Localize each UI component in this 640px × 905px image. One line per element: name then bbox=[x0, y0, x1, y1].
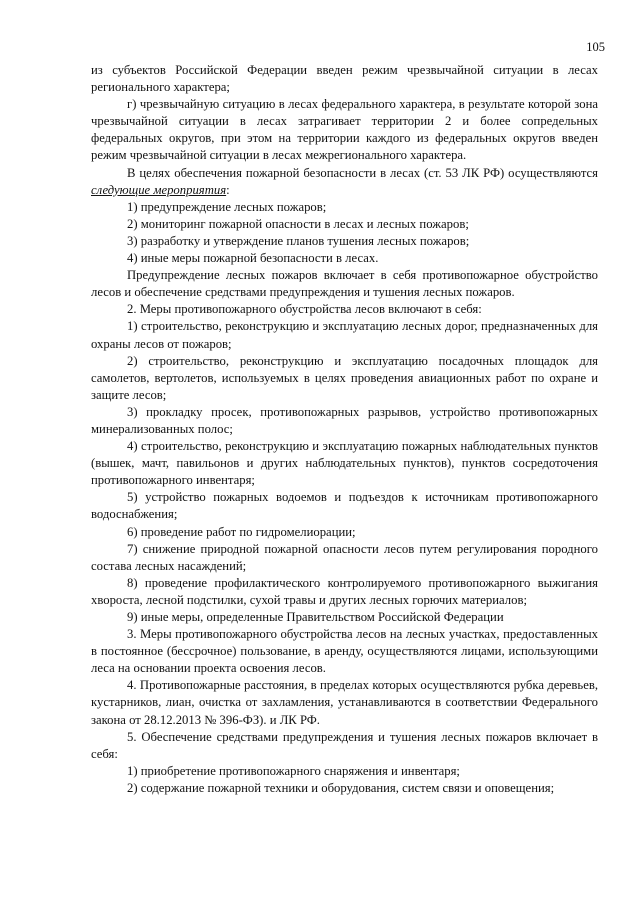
list-item: 8) проведение профилактического контролируемого противопожарного выжигания хвороста, лесной подстилки, сухой травы и других лесных горючих материалов; bbox=[91, 575, 598, 607]
paragraph-intro-measures bbox=[91, 165, 598, 199]
intro-text: В целях обеспечения пожарной безопасности в лесах (ст. 53 ЛК РФ) осуществляются bbox=[127, 165, 598, 180]
section-heading-2: 2. Меры противопожарного обустройства лесов включают в себя: bbox=[127, 302, 482, 317]
section-paragraph-5: 5. Обеспечение средствами предупреждения и тушения лесных пожаров включает в себя: bbox=[91, 729, 598, 761]
page-number: 105 bbox=[586, 40, 605, 54]
list-item: 2) строительство, реконструкцию и эксплуатацию посадочных площадок для самолетов, вертолетов, используемых в целях проведения авиационных работ по охране и защите лесов; bbox=[91, 353, 598, 402]
section-paragraph-4: 4. Противопожарные расстояния, в пределах которых осуществляются рубка деревьев, кустарников, лиан, очистка от захламления, устанавливаются в соответствии Федерального закона от 28.12.2013 № 396-ФЗ). и ЛК РФ. bbox=[91, 678, 598, 727]
intro-tail: : bbox=[226, 182, 230, 197]
list-item: 9) иные меры, определенные Правительством Российской Федерации bbox=[127, 610, 504, 624]
list-item: 4) иные меры пожарной безопасности в лесах. bbox=[127, 251, 379, 266]
paragraph-prevention: Предупреждение лесных пожаров включает в себя противопожарное обустройство лесов и обеспечение средствами предупреждения и тушения лесных пожаров. bbox=[91, 268, 598, 300]
list-item: 5) устройство пожарных водоемов и подъездов к источникам противопожарного водоснабжения; bbox=[91, 490, 598, 522]
list-item: 3) прокладку просек, противопожарных разрывов, устройство противопожарных минерализованных полос; bbox=[91, 404, 598, 436]
list-item: 6) проведение работ по гидромелиорации; bbox=[127, 524, 356, 539]
paragraph-continuation: из субъектов Российской Федерации введен режим чрезвычайной ситуации в лесах регионального характера; bbox=[91, 63, 598, 95]
list-item: 2) содержание пожарной техники и оборудования, систем связи и оповещения; bbox=[127, 780, 555, 795]
document-body bbox=[91, 62, 598, 797]
list-item: 7) снижение природной пожарной опасности лесов путем регулирования породного состава лесных насаждений; bbox=[91, 541, 598, 573]
emphasized-phrase: следующие мероприятия bbox=[91, 182, 227, 197]
list-item: 1) приобретение противопожарного снаряжения и инвентаря; bbox=[127, 763, 460, 778]
list-item: 4) строительство, реконструкцию и эксплуатацию пожарных наблюдательных пунктов (вышек, мачт, павильонов и других наблюдательных пунктов), пунктов сосредоточения противопожарного инвентаря; bbox=[91, 439, 598, 488]
list-item: 1) строительство, реконструкцию и эксплуатацию лесных дорог, предназначенных для охраны лесов от пожаров; bbox=[91, 319, 598, 351]
list-item: 1) предупреждение лесных пожаров; bbox=[127, 199, 327, 214]
list-item: 3) разработку и утверждение планов тушения лесных пожаров; bbox=[127, 233, 470, 248]
section-paragraph-3: 3. Меры противопожарного обустройства лесов на лесных участках, предоставленных в постоянное (бессрочное) пользование, в аренду, осуществляются лицами, использующими леса на основании проекта освоения лесов. bbox=[91, 627, 598, 676]
list-item: 2) мониторинг пожарной опасности в лесах и лесных пожаров; bbox=[127, 216, 469, 231]
paragraph-item-g: г) чрезвычайную ситуацию в лесах федерального характера, в результате которой зона чрезвычайной ситуации в лесах затрагивает территории 2 и более сопредельных федеральных округов, при этом на территории каждого из федеральных округов введен режим чрезвычайной ситуации в лесах межрегионального характера. bbox=[91, 97, 598, 163]
